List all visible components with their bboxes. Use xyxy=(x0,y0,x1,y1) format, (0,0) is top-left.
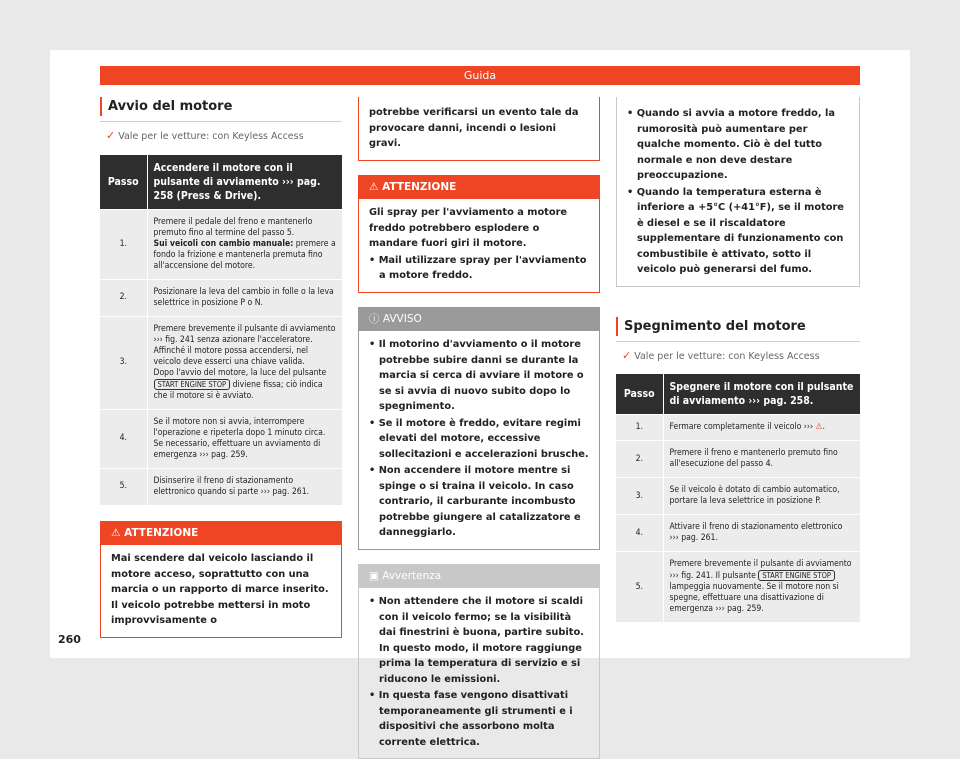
table-row: 4. Se il motore non si avvia, interrompere l'operazione e ripeterla dopo 1 minuto circa. Se necessario, effettuare un avviamento di emergenza ››› pag. 259. xyxy=(100,409,342,468)
table-row: 1. Fermare completamente il veicolo ››› ⚠. xyxy=(616,415,860,441)
col-header-step: Passo xyxy=(616,374,663,415)
start-engine-stop-key: START ENGINE STOP xyxy=(758,570,835,581)
warning-icon: ⚠ xyxy=(111,527,120,539)
table-row: 2. Premere il freno e mantenerlo premuto fino all'esecuzione del passo 4. xyxy=(616,441,860,478)
table-row: 5. Premere brevemente il pulsante di avviamento ››› fig. 241. Il pulsante START ENGINE STOP lampeggia nuovamente. Se il motore non si spegne, effettuare una disattivazione di emergenza ››› pag. 259. xyxy=(616,552,860,623)
warning-icon: ⚠ xyxy=(816,422,823,432)
table-row: 3. Se il veicolo è dotato di cambio automatico, portare la leva selettrice in posizione P. xyxy=(616,478,860,515)
section-title: Spegnimento del motore xyxy=(616,317,860,336)
column-left xyxy=(100,97,342,638)
divider xyxy=(100,121,342,122)
check-icon: ✓ xyxy=(106,129,115,142)
table-row: 4. Attivare il freno di stazionamento elettronico ››› pag. 261. xyxy=(616,515,860,552)
col-header-step: Passo xyxy=(100,155,147,210)
note-box: ▣ Avvertenza • Non attendere che il motore si scaldi con il veicolo fermo; se la visibilità dai finestrini è buona, partire subito. In questo modo, il motore raggiunge prima la temperatura di servizio e si riducono le emissioni. • In questa fase vengono disattivati temporaneamente gli strumenti e i dispositivi che assorbono molta corrente elettrica. xyxy=(358,564,600,759)
steps-table xyxy=(616,374,860,622)
applicability-note: ✓ Vale per le vetture: con Keyless Access xyxy=(106,128,342,145)
start-engine-stop-key: START ENGINE STOP xyxy=(154,379,231,390)
warning-box: ⚠ ATTENZIONE Mai scendere dal veicolo lasciando il motore acceso, soprattutto con una marcia o un rapporto di marce inserito. Il veicolo potrebbe mettersi in moto improvvisamente o xyxy=(100,521,342,638)
applicability-note: ✓ Vale per le vetture: con Keyless Access xyxy=(622,348,860,365)
warning-box: ⚠ ATTENZIONE Gli spray per l'avviamento a motore freddo potrebbero esplodere o mandare fuori giri il motore. • Mail utilizzare spray per l'avviamento a motore freddo. xyxy=(358,175,600,293)
note-box-continued: • Quando si avvia a motore freddo, la rumorosità può aumentare per qualche momento. Ciò è del tutto normale e non deve destare preoccupazione. • Quando la temperatura esterna è inferiore a +5°C (+41°F), se il motore è diesel e se il riscaldatore supplementare di funzionamento con combustibile è attivato, sotto il veicolo può generarsi del fumo. xyxy=(616,97,860,287)
col-header-title: Accendere il motore con il pulsante di avviamento ››› pag. 258 (Press & Drive). xyxy=(147,155,342,210)
table-row: 3. Premere brevemente il pulsante di avviamento ››› fig. 241 senza azionare l'acceleratore. Affinché il motore possa accendersi, nel veicolo deve esserci una chiave valida. Dopo l'avvio del motore, la luce del pulsante START ENGINE STOP diviene fissa; ciò indica che il motore si è avviato. xyxy=(100,316,342,409)
chapter-header: Guida xyxy=(100,66,860,85)
warning-box-continued: potrebbe verificarsi un evento tale da provocare danni, incendi o lesioni gravi. xyxy=(358,97,600,161)
column-middle xyxy=(358,97,600,759)
col-header-title: Spegnere il motore con il pulsante di avviamento ››› pag. 258. xyxy=(663,374,860,415)
page-number: 260 xyxy=(58,633,81,646)
column-right xyxy=(616,97,860,622)
notice-box: ⓘ AVVISO • Il motorino d'avviamento o il motore potrebbe subire danni se durante la marcia si cerca di avviare il motore o se si avvia di nuovo subito dopo lo spegnimento. • Se il motore è freddo, evitare regimi elevati del motore, eccessive sollecitazioni e accelerazioni brusche. • Non accendere il motore mentre si spinge o si traina il veicolo. In caso contrario, il carburante incombusto potrebbe giungere al catalizzatore e danneggiarlo. xyxy=(358,307,600,550)
check-icon: ✓ xyxy=(622,349,631,362)
table-row: 2. Posizionare la leva del cambio in folle o la leva selettrice in posizione P o N. xyxy=(100,279,342,316)
info-icon: ⓘ xyxy=(369,313,380,325)
table-row: 5. Disinserire il freno di stazionamento elettronico quando si parte ››› pag. 261. xyxy=(100,468,342,505)
note-icon: ▣ xyxy=(369,570,379,582)
divider xyxy=(616,341,860,342)
table-row: 1. Premere il pedale del freno e mantenerlo premuto fino al termine del passo 5. Sui veicoli con cambio manuale: premere a fondo la frizione e mantenerla premuta fino all'accensione del motore. xyxy=(100,209,342,279)
warning-icon: ⚠ xyxy=(369,181,378,193)
section-title: Avvio del motore xyxy=(100,97,342,116)
steps-table xyxy=(100,155,342,505)
